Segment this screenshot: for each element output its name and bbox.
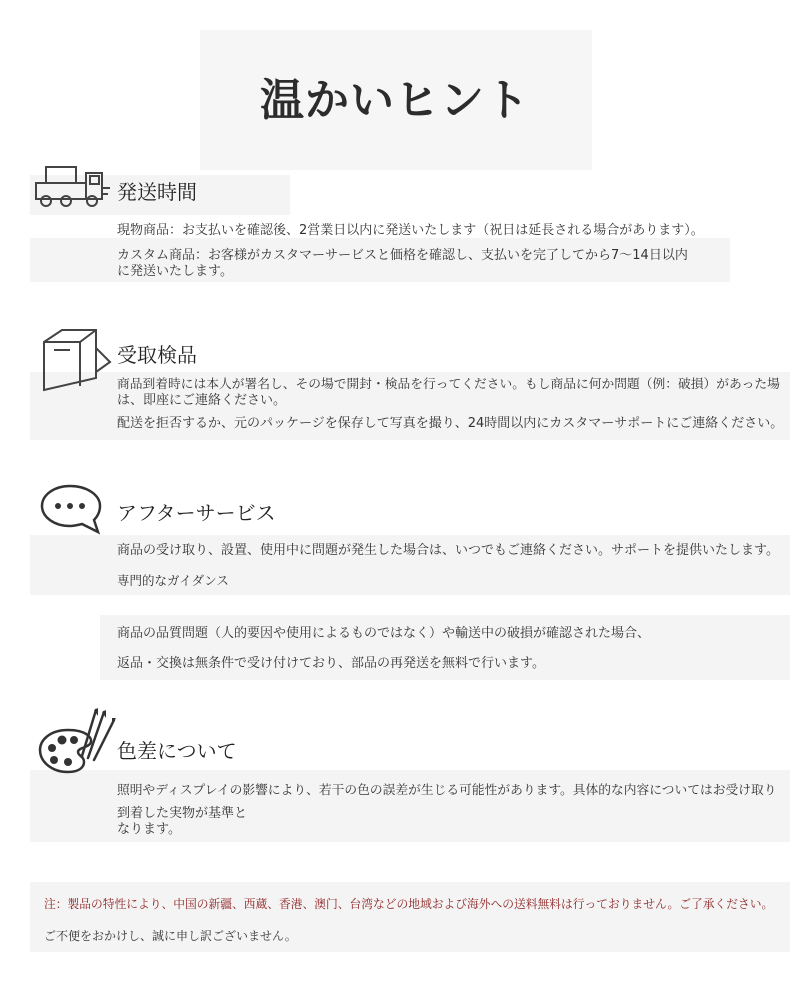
inspection-text-1: 商品到着時には本人が署名し、その場で開封・検品を行ってください。もし商品に何か問題（例：破損）があった場: [117, 377, 780, 392]
color-text-2: 到着した実物が基準と: [117, 806, 248, 821]
inspection-heading: 受取検品: [117, 343, 197, 367]
shipping-text-3: に発送いたします。: [117, 264, 233, 279]
shipping-heading: 発送時間: [117, 180, 197, 204]
color-heading: 色差について: [117, 739, 237, 763]
shipping-text-1: 現物商品：お支払いを確認後、2営業日以内に発送いたします（祝日は延長される場合があります）。: [117, 223, 704, 238]
after-service-text-2: 専門的なガイダンス: [117, 573, 229, 588]
after-service-text-1: 商品の受け取り、設置、使用中に問題が発生した場合は、いつでもご連絡ください。サポートを提供いたします。: [117, 543, 779, 558]
after-service-heading: アフターサービス: [117, 501, 276, 525]
palette-icon: [38, 706, 118, 776]
color-text-3: なります。: [117, 822, 181, 837]
shipping-text-2: カスタム商品：お客様がカスタマーサービスと価格を確認し、支払いを完了してから7～14日以内: [117, 248, 688, 263]
after-service-text-3: 商品の品質問題（人的要因や使用によるものではなく）や輸送中の破損が確認された場合、: [117, 626, 651, 641]
apology-note: ご不便をおかけし、誠に申し訳ございません。: [44, 929, 297, 943]
page-title: 温かいヒント: [260, 75, 530, 126]
inspection-text-3: 配送を拒否するか、元のパッケージを保存して写真を撮り、24時間以内にカスタマーサポートにご連絡ください。: [117, 416, 784, 431]
shipping-restriction-note: 注：製品の特性により、中国の新疆、西蔵、香港、澳门、台湾などの地域および海外への送料無料は行っておりません。ご了承ください。: [44, 897, 774, 911]
color-text-1: 照明やディスプレイの影響により、若干の色の誤差が生じる可能性があります。具体的な内容についてはお受け取り: [117, 783, 777, 798]
inspection-text-2: は、即座にご連絡ください。: [117, 393, 287, 408]
after-service-text-4: 返品・交換は無条件で受け付けており、部品の再発送を無料で行います。: [117, 656, 545, 671]
truck-icon: [34, 164, 114, 210]
package-icon: [40, 328, 114, 394]
chat-bubble-icon: [40, 484, 104, 536]
